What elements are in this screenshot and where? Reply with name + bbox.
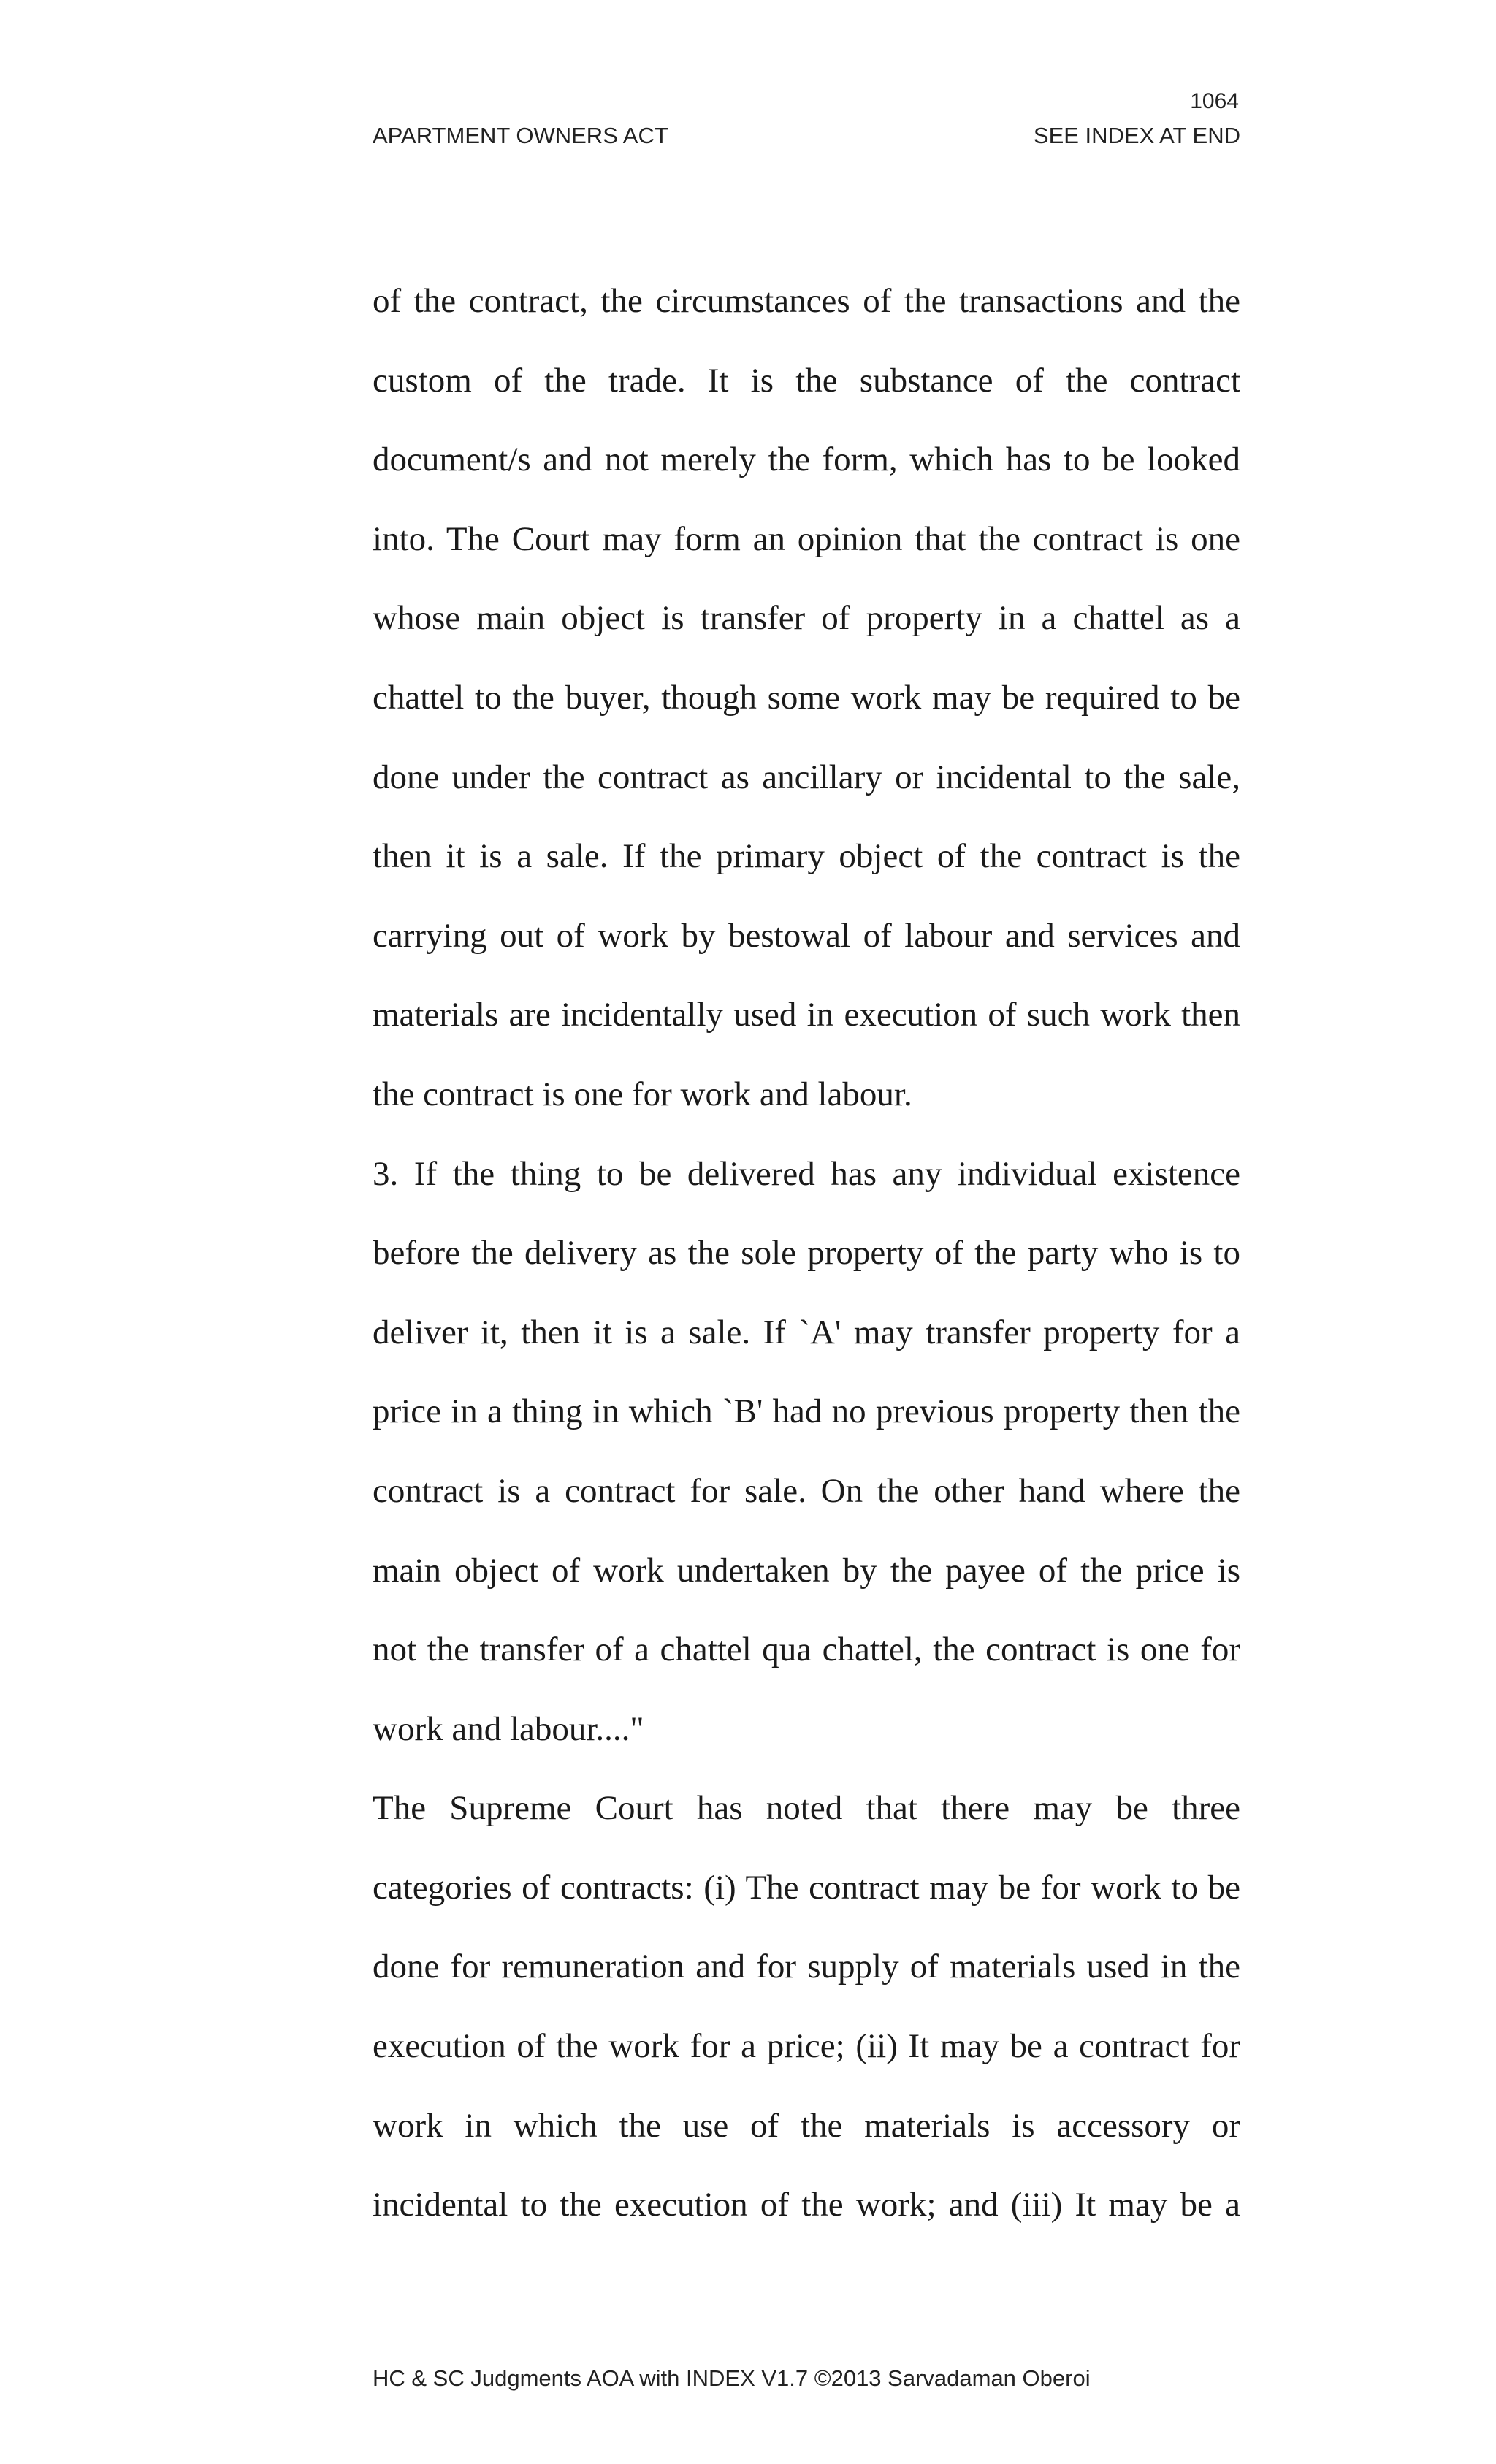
- header-title-left: APARTMENT OWNERS ACT: [373, 123, 668, 148]
- running-header: [373, 123, 1240, 149]
- paragraph: 3. If the thing to be delivered has any individual existence before the delivery as the sole property of the party who is to deliver it, then it is a sale. If `A' may transfer property for a price in a thing in which `B' had no previous property then the contract is a contract for sale. On the other hand where the main object of work undertaken by the payee of the price is not the transfer of a chattel qua chattel, the contract is one for work and labour....": [373, 1154, 1240, 1748]
- header-title-right: SEE INDEX AT END: [1033, 123, 1240, 148]
- paragraph: The Supreme Court has noted that there may be three categories of contracts: (i) The contract may be for work to be done for remuneration and for supply of materials used in the execution of the work for a price; (ii) It may be a contract for work in which the use of the materials is accessory or incidental to the execution of the work; and (iii) It may be a: [373, 1789, 1240, 2224]
- paragraph: of the contract, the circumstances of the transactions and the custom of the trade. It is the substance of the contract document/s and not merely the form, which has to be looked into. The Court may form an opinion that the contract is one whose main object is transfer of property in a chattel as a chattel to the buyer, though some work may be required to be done under the contract as ancillary or incidental to the sale, then it is a sale. If the primary object of the contract is the carrying out of work by bestowal of labour and services and materials are incidentally used in execution of such work then the contract is one for work and labour.: [373, 282, 1240, 1113]
- body-text: [373, 262, 1240, 2245]
- page-number: 1064: [1190, 89, 1239, 113]
- footer: HC & SC Judgments AOA with INDEX V1.7 ©2013 Sarvadaman Oberoi: [373, 2365, 1091, 2391]
